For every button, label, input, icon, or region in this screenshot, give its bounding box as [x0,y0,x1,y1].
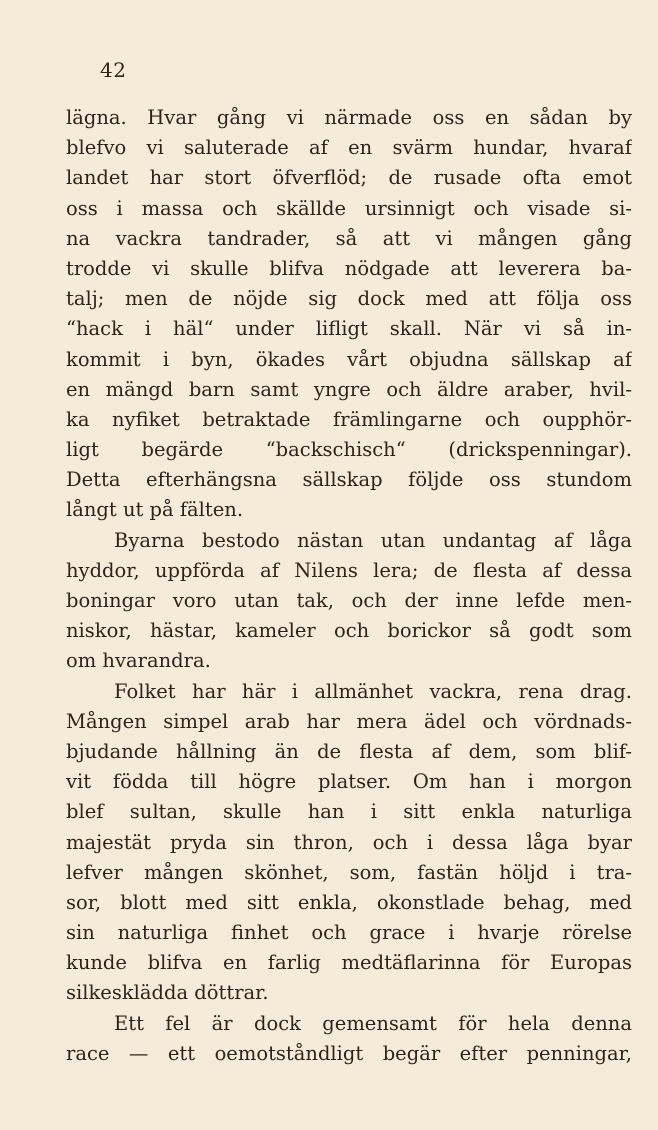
text-line: kommit i byn, ökades vårt objudna sällskap af [66,347,632,371]
text-line: kunde blifva en farlig medtäflarinna för Europas [66,951,632,975]
text-line: landet har stort öfverflöd; de rusade ofta emot [66,166,632,190]
text-line: lefver mången skönhet, som, fastän höljd i tra- [66,860,632,884]
text-line: vit födda till högre platser. Om han i morgon [66,770,632,794]
text-line: Folket har här i allmänhet vackra, rena drag. [114,679,632,703]
text-line: “hack i häl“ under lifligt skall. När vi så in- [66,317,632,341]
text-line: niskor, hästar, kameler och borickor så godt som [66,619,632,643]
text-line: sor, blott med sitt enkla, okonstlade behag, med [66,890,632,914]
text-line: bjudande hållning än de flesta af dem, som blif- [66,739,632,763]
text-line: ligt begärde “backschisch“ (drickspenningar). [66,438,632,462]
text-line: oss i massa och skällde ursinnigt och visade si- [66,196,632,220]
text-line: Detta efterhängsna sällskap följde oss stundom [66,468,632,492]
text-line: race — ett oemotståndligt begär efter penningar, [66,1041,632,1065]
page-number: 42 [100,58,127,82]
text-line: långt ut på fälten. [66,498,244,522]
body-text [66,103,632,1069]
text-line: en mängd barn samt yngre och äldre araber, hvil- [66,377,632,401]
text-line: ka nyfiket betraktade främlingarne och oupphör- [66,407,632,431]
text-line: sin naturliga finhet och grace i hvarje rörelse [66,921,632,945]
text-line: silkesklädda döttrar. [66,981,269,1005]
text-line: boningar voro utan tak, och der inne lefde men- [66,589,632,612]
text-line: na vackra tandrader, så att vi mången gång [66,226,632,250]
text-line: lägna. Hvar gång vi närmade oss en sådan by [66,106,632,129]
text-line: Ett fel är dock gemensamt för hela denna [114,1011,632,1035]
text-line: Byarna bestodo nästan utan undantag af låga [114,528,632,552]
text-line: blefvo vi saluterade af en svärm hundar, hvaraf [66,136,632,160]
text-line: Mången simpel arab har mera ädel och vördnads- [66,709,632,733]
text-line: talj; men de nöjde sig dock med att följa oss [66,287,632,311]
text-line: blef sultan, skulle han i sitt enkla naturliga [66,800,632,824]
text-line: hyddor, uppförda af Nilens lera; de flesta af dessa [66,558,632,582]
text-line: om hvarandra. [66,649,211,673]
text-line: majestät pryda sin thron, och i dessa låga byar [66,830,632,854]
text-line: trodde vi skulle blifva nödgade att leverera ba- [66,256,632,280]
